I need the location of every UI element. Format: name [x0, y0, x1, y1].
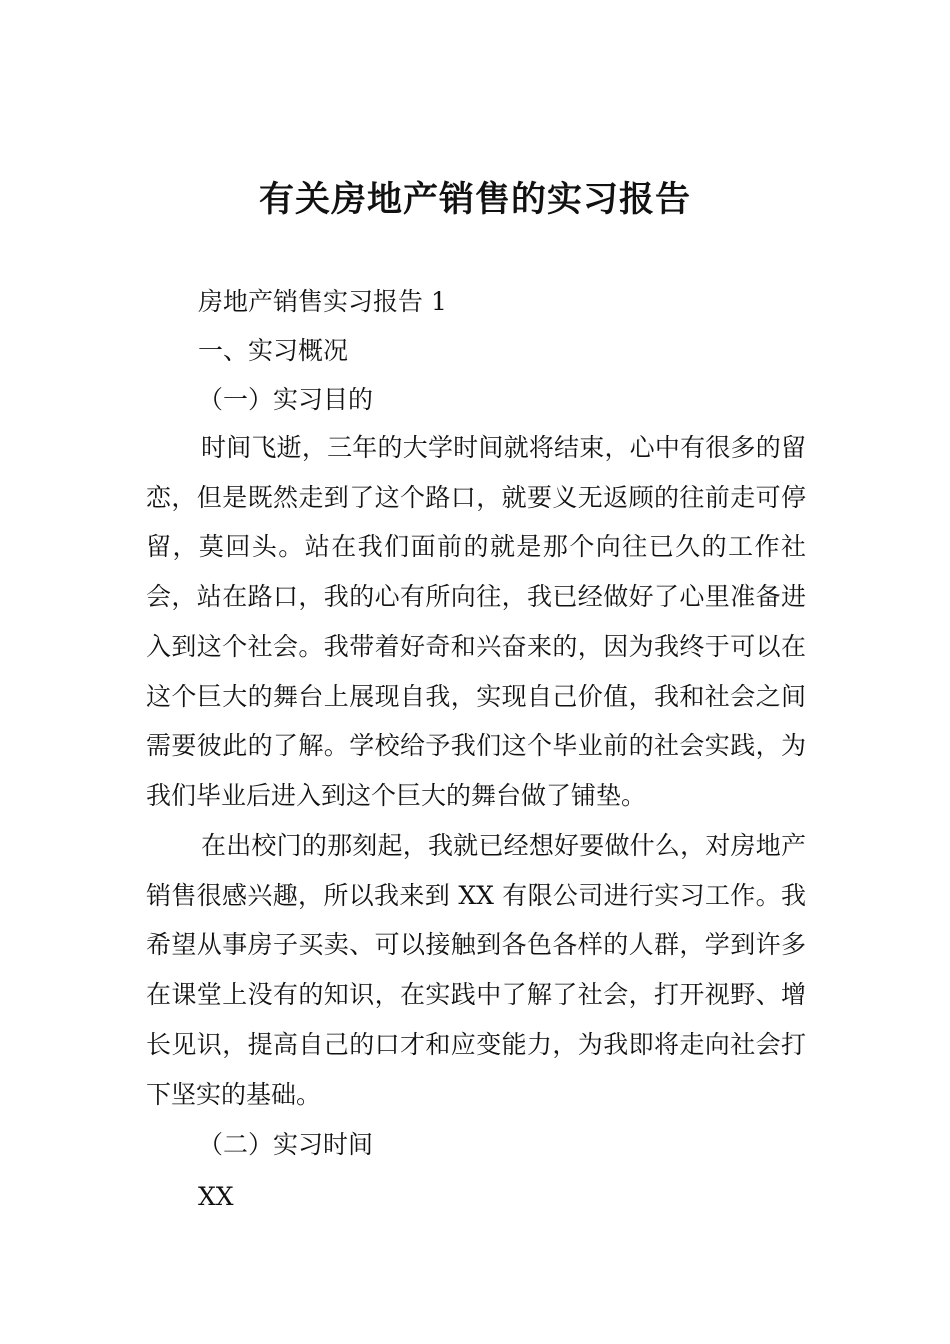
- section-heading-overview: 一、实习概况: [198, 336, 349, 365]
- report-heading: 房地产销售实习报告 1: [198, 287, 447, 316]
- paragraph-purpose-2: 在出校门的那刻起，我就已经想好要做什么，对房地产销售很感兴趣，所以我来到 XX 有限公司进行实习工作。我希望从事房子买卖、可以接触到各色各样的人群，学到许多在课堂上没有的知识，在实践中了解了社会，打开视野、增长见识，提高自己的口才和应变能力，为我即将走向社会打下坚实的基础。: [146, 831, 806, 1109]
- subsection-heading-purpose: （一）实习目的: [198, 385, 374, 414]
- paragraph-purpose-1: 时间飞逝，三年的大学时间就将结束，心中有很多的留恋，但是既然走到了这个路口，就要义无返顾的往前走可停留，莫回头。站在我们面前的就是那个向往已久的工作社会，站在路口，我的心有所向往，我已经做好了心里准备进入到这个社会。我带着好奇和兴奋来的，因为我终于可以在这个巨大的舞台上展现自我，实现自己价值，我和社会之间需要彼此的了解。学校给予我们这个毕业前的社会实践，为我们毕业后进入到这个巨大的舞台做了铺垫。: [146, 433, 806, 810]
- subsection-heading-time: （二）实习时间: [198, 1130, 374, 1159]
- internship-time-value: XX: [198, 1182, 234, 1211]
- document-title: 有关房地产销售的实习报告: [258, 180, 691, 220]
